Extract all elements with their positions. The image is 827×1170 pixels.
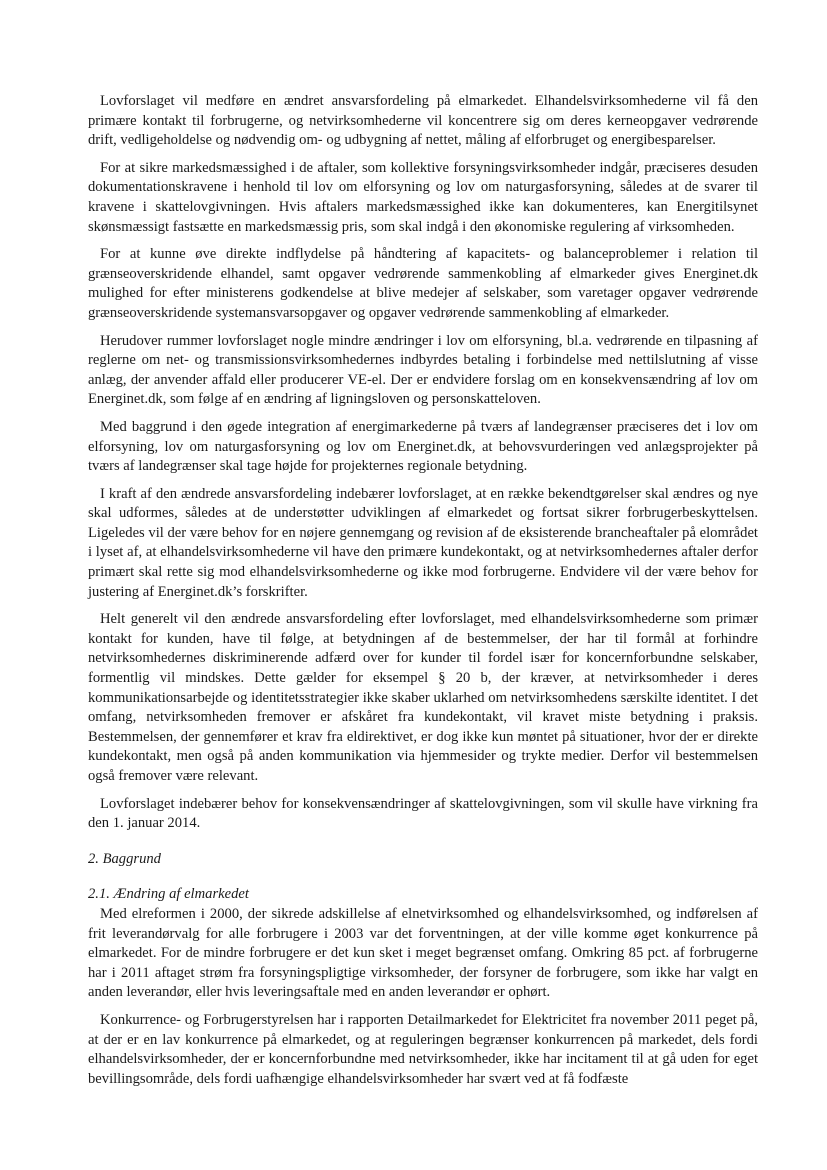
paragraph: Lovforslaget indebærer behov for konsekvensændringer af skattelovgivningen, som vil skulle have virkning fra den 1. januar 2014.: [88, 795, 758, 832]
paragraph: Helt generelt vil den ændrede ansvarsfordeling efter lovforslaget, med elhandelsvirksomhederne som primær kontakt for kunden, have til følge, at betydningen af de bestemmelser, der har til formål at forhindre netvirksomhedernes diskriminerende adfærd over for kunder til fordel især for koncernforbundne selskaber, formentlig vil mindskes. Dette gælder for eksempel § 20 b, der kræver, at netvirksomheder i deres kommunikationsarbejde og identitetsstrategier ikke skaber uklarhed om netvirksomhedens særskilte identitet. I det omfang, netvirksomheden fremover er afskåret fra kundekontakt, vil kravet miste betydning i praksis. Bestemmelsen, der gennemfører et krav fra eldirektivet, er dog ikke kun møntet på situationer, hvor der er direkte kundekontakt, men også på anden kommunikation via hjemmesider og trykte medier. Derfor vil bestemmelsen også fremover være relevant.: [88, 611, 758, 784]
paragraph: For at sikre markedsmæssighed i de aftaler, som kollektive forsyningsvirksomheder indgår, præciseres desuden dokumentationskravene i henhold til lov om elforsyning og lov om naturgasforsyning, således at de svarer til kravene i skattelovgivningen. Hvis aftalers markedsmæssighed ikke kan dokumenteres, kan Energitilsynet skønsmæssigt fastsætte en markedsmæssig pris, som skal indgå i den økonomiske regulering af virksomheden.: [88, 159, 758, 235]
paragraph: Konkurrence- og Forbrugerstyrelsen har i rapporten Detailmarkedet for Elektricitet fra november 2011 peget på, at der er en lav konkurrence på elmarkedet, og at reguleringen begrænser konkurrencen på markedet, dels fordi elhandelsvirksomheder, der er koncernforbundne med netvirksomheder, ikke har incitament til at gå uden for eget bevillingsområde, dels fordi uafhængige elhandelsvirksomheder har svært ved at få fodfæste: [88, 1011, 758, 1087]
paragraph: Med baggrund i den øgede integration af energimarkederne på tværs af landegrænser præciseres det i lov om elforsyning, lov om naturgasforsyning og lov om Energinet.dk, at behovsvurderingen ved anlægsprojekter på tværs af landegrænser skal tage højde for projekternes regionale betydning.: [88, 418, 758, 475]
paragraph: Lovforslaget vil medføre en ændret ansvarsfordeling på elmarkedet. Elhandelsvirksomhederne vil få den primære kontakt til forbrugerne, og netvirksomhederne vil koncentrere sig om deres kerneopgaver vedrørende drift, vedligeholdelse og nødvendig om- og udbygning af nettet, måling af elforbruget og energibesparelser.: [88, 93, 758, 149]
paragraph: Med elreformen i 2000, der sikrede adskillelse af elnetvirksomhed og elhandelsvirksomhed, og indførelsen af frit leverandørvalg for alle forbrugere i 2003 var det forventningen, at der ville komme øget konkurrence på elmarkedet. For de mindre forbrugere er det kun sket i meget begrænset omfang. Omkring 85 pct. af forbrugerne har i 2011 aftaget strøm fra forsyningspligtige virksomheder, der forsyner de forbrugere, som ikke har valgt en anden leverandør, eller hvis leveringsaftale med en anden leverandør er ophørt.: [88, 905, 758, 1001]
document-page: [88, 92, 758, 1097]
paragraph: For at kunne øve direkte indflydelse på håndtering af kapacitets- og balanceproblemer i relation til grænseoverskridende elhandel, samt opgaver vedrørende sammenkobling af elmarkeder gives Energinet.dk mulighed for efter ministerens godkendelse at blive medejer af selskaber, som varetager opgaver vedrørende grænseoverskridende systemansvarsopgaver og opgaver vedrørende sammenkobling af elmarkeder.: [88, 246, 758, 321]
paragraph: Herudover rummer lovforslaget nogle mindre ændringer i lov om elforsyning, bl.a. vedrørende en tilpasning af reglerne om net- og transmissionsvirksomhedernes indbyrdes betaling i forbindelse med nettilslutning af visse anlæg, der anvender affald eller producerer VE-el. Der er endvidere forslag om en konsekvensændring af lov om Energinet.dk, som følge af en ændring af ligningsloven og personskatteloven.: [88, 332, 758, 408]
section-heading: 2. Baggrund: [88, 850, 161, 867]
paragraph: I kraft af den ændrede ansvarsfordeling indebærer lovforslaget, at en række bekendtgørelser skal ændres og nye skal udformes, således at de understøtter udviklingen af elmarkedet og fortsat sikrer forbrugerbeskyttelsen. Ligeledes vil der være behov for en nøjere gennemgang og revision af de eksisterende brancheaftaler på elområdet i lyset af, at elhandelsvirksomhederne vil have den primære kundekontakt, og at netvirksomhedernes aftaler derfor primært skal rette sig mod elhandelsvirksomhederne og ikke mod forbrugerne. Endvidere vil der være behov for justering af Energinet.dk’s forskrifter.: [88, 485, 758, 600]
subsection-heading: 2.1. Ændring af elmarkedet: [88, 886, 249, 903]
